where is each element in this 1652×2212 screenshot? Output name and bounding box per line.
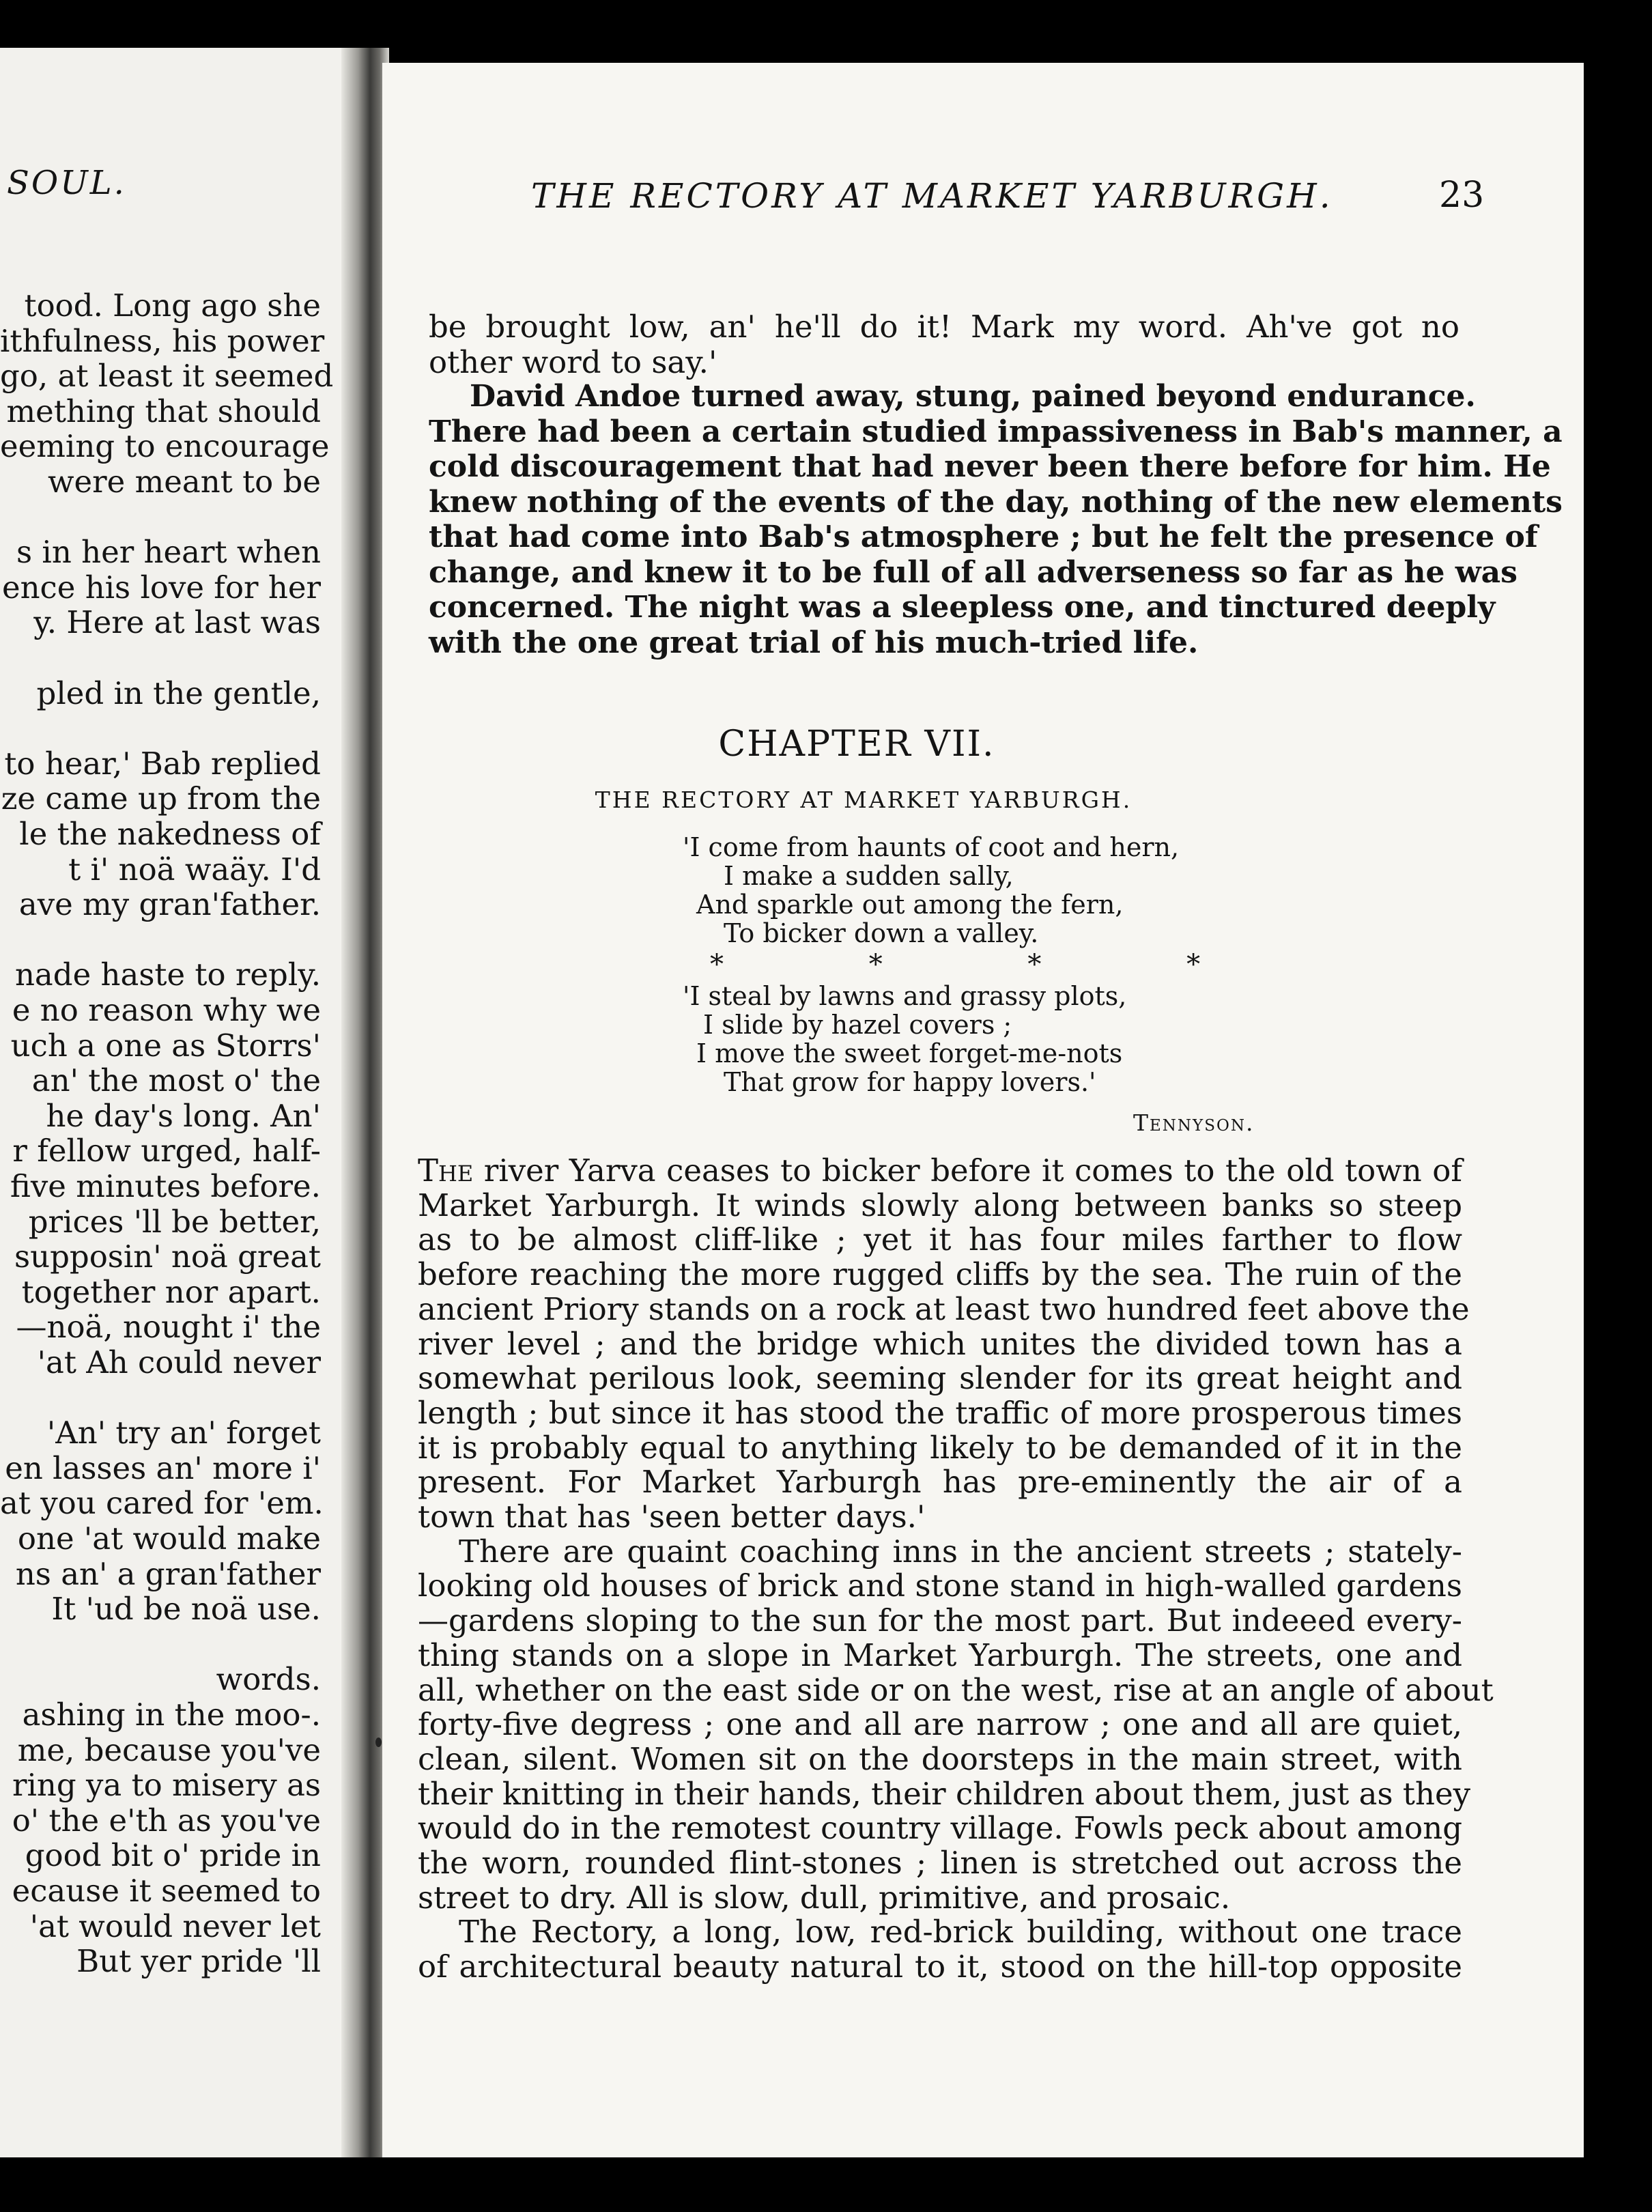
left-page-line: at you cared for 'em. [0, 1485, 324, 1522]
chapter-subtitle: THE RECTORY AT MARKET YARBURGH. [595, 786, 1133, 813]
left-page-line: prices 'll be better, [28, 1203, 321, 1240]
left-page-line: he day's long. An' [46, 1097, 321, 1134]
body-line: There are quaint coaching inns in the ancient streets ; stately- [459, 1533, 1462, 1570]
left-page-line: 'at would never let [29, 1908, 321, 1944]
left-page-line: —noä, nought i' the [16, 1309, 321, 1346]
body-line: length ; but since it has stood the traffic of more prosperous times [418, 1394, 1462, 1431]
top-paragraph-line: knew nothing of the events of the day, nothing of the new elements [429, 484, 1563, 520]
left-page-line: y. Here at last was [33, 604, 321, 641]
running-head: THE RECTORY AT MARKET YARBURGH. [531, 176, 1333, 216]
body-line: of architectural beauty natural to it, stood on the hill-top opposite [418, 1948, 1462, 1985]
left-page-line: an' the most o' the [31, 1062, 321, 1099]
body-line: —gardens sloping to the sun for the most part. But indeeed every- [418, 1602, 1462, 1639]
left-page-line: r fellow urged, half- [12, 1133, 321, 1169]
left-page-line: go, at least it seemed [0, 358, 334, 395]
body-line: town that has 'seen better days.' [418, 1499, 926, 1535]
left-page-line: 'at Ah could never [37, 1344, 321, 1380]
ink-speck [375, 1738, 382, 1747]
top-paragraph-line: change, and knew it to be full of all adverseness so far as he was [429, 554, 1518, 590]
left-page-line: good bit o' pride in [25, 1837, 321, 1874]
left-page-line: me, because you've [17, 1731, 321, 1768]
top-paragraph-line: David Andoe turned away, stung, pained beyond endurance. [470, 379, 1476, 414]
top-paragraph-line: that had come into Bab's atmosphere ; but he felt the presence of [429, 520, 1538, 554]
body-line: would do in the remotest country village. Fowls peck about among [418, 1810, 1462, 1847]
body-line: river level ; and the bridge which unites the divided town has a [418, 1325, 1462, 1362]
left-page-line: pled in the gentle, [36, 675, 321, 711]
left-page-line: ecause it seemed to [12, 1873, 321, 1909]
epigraph-stars: * * * * [710, 949, 1269, 980]
left-page-line: were meant to be [47, 464, 321, 500]
left-page-line: supposin' noä great [14, 1238, 321, 1275]
body-line: street to dry. All is slow, dull, primitive, and prosaic. [418, 1879, 1231, 1916]
left-page-line: ashing in the moo-. [22, 1697, 321, 1733]
body-line: somewhat perilous look, seeming slender for its great height and [418, 1360, 1462, 1397]
left-page-line: nade haste to reply. [14, 956, 321, 993]
left-page-line: It 'ud be noä use. [51, 1591, 321, 1628]
body-line: ancient Priory stands on a rock at least two hundred feet above the [418, 1290, 1470, 1327]
left-page-line: uch a one as Storrs' [10, 1027, 321, 1064]
left-page-line: five minutes before. [10, 1168, 321, 1204]
epigraph-line: That grow for happy lovers.' [724, 1067, 1096, 1097]
top-paragraph-line: concerned. The night was a sleepless one, and tinctured deeply [429, 590, 1496, 625]
left-page-line: together nor apart. [21, 1273, 321, 1310]
body-line: as to be almost cliff-like ; yet it has four miles farther to flow [418, 1221, 1462, 1258]
top-paragraph-line: There had been a certain studied impassiveness in Bab's manner, a [429, 414, 1563, 449]
epigraph-line: I slide by hazel covers ; [703, 1010, 1012, 1040]
left-page-line: s in her heart when [16, 534, 321, 571]
top-paragraph-line: other word to say.' [429, 343, 717, 380]
epigraph-line: 'I steal by lawns and grassy plots, [683, 981, 1127, 1011]
lead-word: The [418, 1152, 474, 1189]
left-page-line: t i' noä waäy. I'd [68, 851, 321, 888]
epigraph-line: And sparkle out among the fern, [696, 890, 1124, 920]
body-line: clean, silent. Women sit on the doorsteps in the main street, with [418, 1740, 1462, 1777]
body-line: present. For Market Yarburgh has pre-eminently the air of a [418, 1464, 1462, 1501]
body-line: their knitting in their hands, their children about them, just as they [418, 1775, 1471, 1812]
left-page-line: words. [216, 1661, 321, 1698]
body-line: looking old houses of brick and stone stand in high-walled gardens [418, 1568, 1462, 1604]
left-page-line: en lasses an' more i' [5, 1449, 321, 1486]
chapter-title: CHAPTER VII. [718, 724, 995, 765]
left-page-line: ring ya to misery as [12, 1767, 321, 1804]
epigraph-line: I make a sudden sally, [724, 861, 1014, 891]
left-page-line: ave my gran'father. [18, 886, 321, 923]
body-line: all, whether on the east side or on the west, rise at an angle of about [418, 1671, 1494, 1708]
left-page-line: one 'at would make [17, 1520, 321, 1557]
body-line: thing stands on a slope in Market Yarburgh. The streets, one and [418, 1636, 1462, 1673]
body-line: the worn, rounded flint-stones ; linen is stretched out across the [418, 1845, 1462, 1881]
left-page-line: But yer pride 'll [76, 1943, 321, 1980]
left-page-line: ence his love for her [1, 569, 321, 606]
left-page-line: tood. Long ago she [24, 287, 321, 324]
epigraph-line: 'I come from haunts of coot and hern, [683, 832, 1180, 862]
top-paragraph-line: be brought low, an' he'll do it! Mark my word. Ah've got no [429, 309, 1459, 345]
epigraph-line: To bicker down a valley. [724, 918, 1039, 948]
left-page-line: 'An' try an' forget [46, 1415, 321, 1451]
body-line [418, 1152, 1462, 1189]
left-page-line: e no reason why we [12, 992, 321, 1028]
left-page-line: ithfulness, his power [0, 322, 325, 359]
body-line-rest: river Yarva ceases to bicker before it comes to the old town of [473, 1152, 1462, 1189]
epigraph-line: I move the sweet forget-me-nots [696, 1038, 1123, 1068]
body-line: it is probably equal to anything likely to be demanded of it in the [418, 1429, 1462, 1466]
left-page-line: eeming to encourage [0, 428, 330, 465]
page-number: 23 [1439, 175, 1485, 216]
top-paragraph-line: cold discouragement that had never been there before for him. He [429, 449, 1551, 484]
left-page-line: to hear,' Bab replied [4, 745, 321, 782]
top-paragraph-line: with the one great trial of his much-tried life. [429, 625, 1199, 660]
left-page-line: ze came up from the [1, 780, 321, 817]
body-line: forty-five degress ; one and all are narrow ; one and all are quiet, [418, 1706, 1462, 1743]
left-page-header: SOUL. [7, 164, 126, 202]
body-line: Market Yarburgh. It winds slowly along between banks so steep [418, 1187, 1462, 1223]
left-page-line: le the nakedness of [19, 816, 321, 852]
left-page-line: mething that should [6, 393, 321, 429]
left-page-line: ns an' a gran'father [15, 1555, 321, 1592]
left-page-line: o' the e'th as you've [12, 1802, 321, 1839]
body-line: The Rectory, a long, low, red-brick building, without one trace [459, 1914, 1462, 1951]
body-line: before reaching the more rugged cliffs by the sea. The ruin of the [418, 1256, 1462, 1293]
epigraph-attribution: Tennyson. [1133, 1109, 1255, 1136]
